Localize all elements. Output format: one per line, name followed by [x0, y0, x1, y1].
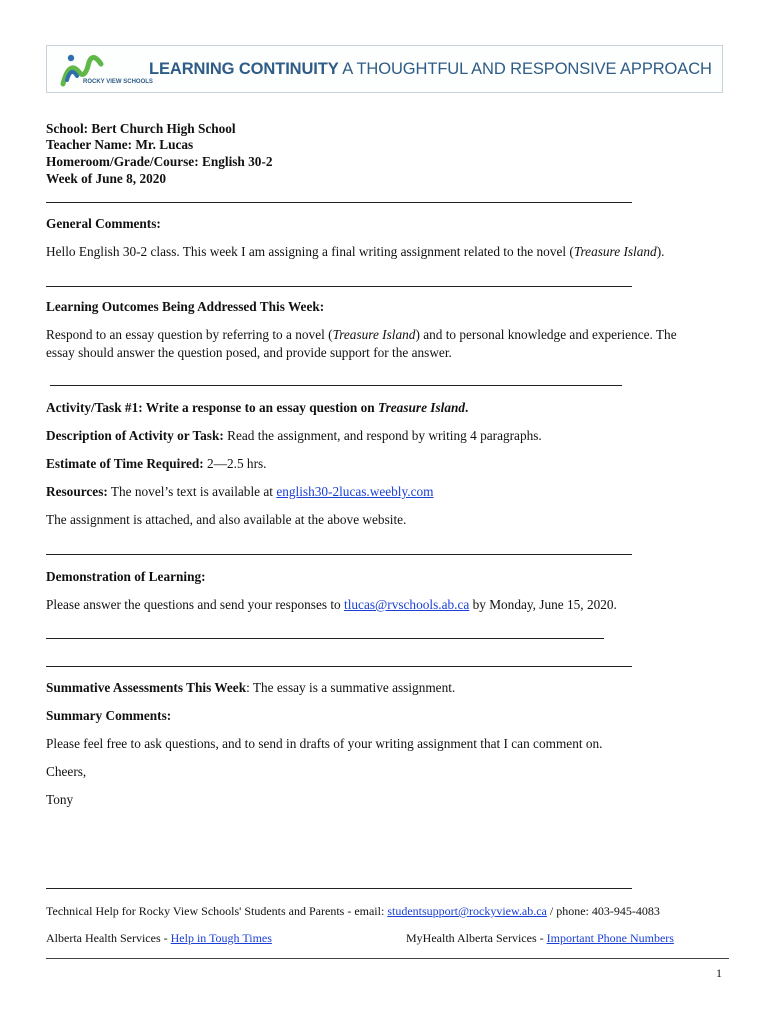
closing: Cheers,: [46, 764, 87, 779]
demonstration-heading: Demonstration of Learning:: [46, 569, 206, 584]
help-in-tough-times-link[interactable]: Help in Tough Times: [170, 931, 272, 945]
rocky-view-logo-icon: [57, 50, 153, 90]
footer-divider: [46, 958, 729, 959]
divider: [46, 638, 604, 639]
summative-assessments: Summative Assessments This Week: The essay is a summative assignment.: [46, 680, 456, 695]
resources: Resources: The novel’s text is available at english30-2lucas.weebly.com: [46, 484, 434, 499]
learning-outcomes-heading: Learning Outcomes Being Addressed This Week:: [46, 299, 325, 314]
activity-heading: Activity/Task #1: Write a response to an essay question on Treasure Island.: [46, 400, 469, 415]
banner-title: LEARNING CONTINUITY A THOUGHTFUL AND RESPONSIVE APPROACH: [149, 60, 712, 78]
divider: [46, 286, 632, 287]
teacher-email-link[interactable]: tlucas@rvschools.ab.ca: [344, 597, 470, 612]
week-of: Week of June 8, 2020: [46, 171, 167, 186]
learning-outcomes-line2: essay should answer the question posed, and provide support for the answer.: [46, 345, 452, 360]
divider: [46, 554, 632, 555]
school-name: School: Bert Church High School: [46, 121, 236, 136]
important-phone-numbers-link[interactable]: Important Phone Numbers: [546, 931, 674, 945]
ahs-services: Alberta Health Services - Help in Tough Times: [46, 931, 272, 945]
teacher-name: Teacher Name: Mr. Lucas: [46, 137, 194, 152]
general-comments-heading: General Comments:: [46, 216, 161, 231]
divider: [46, 666, 632, 667]
activity-description: Description of Activity or Task: Read the assignment, and respond by writing 4 paragraphs.: [46, 428, 542, 443]
resources-link[interactable]: english30-2lucas.weebly.com: [276, 484, 434, 499]
divider: [50, 385, 622, 386]
summary-comments-heading: Summary Comments:: [46, 708, 172, 723]
general-comments-text: Hello English 30-2 class. This week I am assigning a final writing assignment related to the novel (Treasure Island).: [46, 244, 665, 259]
svg-text:ROCKY VIEW SCHOOLS: ROCKY VIEW SCHOOLS: [83, 79, 153, 85]
tech-support-email-link[interactable]: studentsupport@rockyview.ab.ca: [387, 904, 547, 918]
divider: [46, 888, 632, 889]
tech-help: Technical Help for Rocky View Schools' Students and Parents - email: studentsupport@rockyview.ab.ca / phone: 403-945-4083: [46, 904, 660, 918]
time-estimate: Estimate of Time Required: 2—2.5 hrs.: [46, 456, 267, 471]
divider: [46, 202, 632, 203]
learning-outcomes-line1: Respond to an essay question by referring to a novel (Treasure Island) and to personal knowledge and experience. The: [46, 327, 677, 342]
page-number: 1: [716, 966, 722, 980]
course-name: Homeroom/Grade/Course: English 30-2: [46, 154, 273, 169]
summary-comments-text: Please feel free to ask questions, and to send in drafts of your writing assignment that I can comment on.: [46, 736, 603, 751]
assignment-note: The assignment is attached, and also available at the above website.: [46, 512, 407, 527]
header-banner: [46, 45, 723, 93]
demonstration-text: Please answer the questions and send your responses to tlucas@rvschools.ab.ca by Monday, June 15, 2020.: [46, 597, 617, 612]
signature: Tony: [46, 792, 74, 807]
myhealth-services: MyHealth Alberta Services - Important Phone Numbers: [406, 931, 674, 945]
